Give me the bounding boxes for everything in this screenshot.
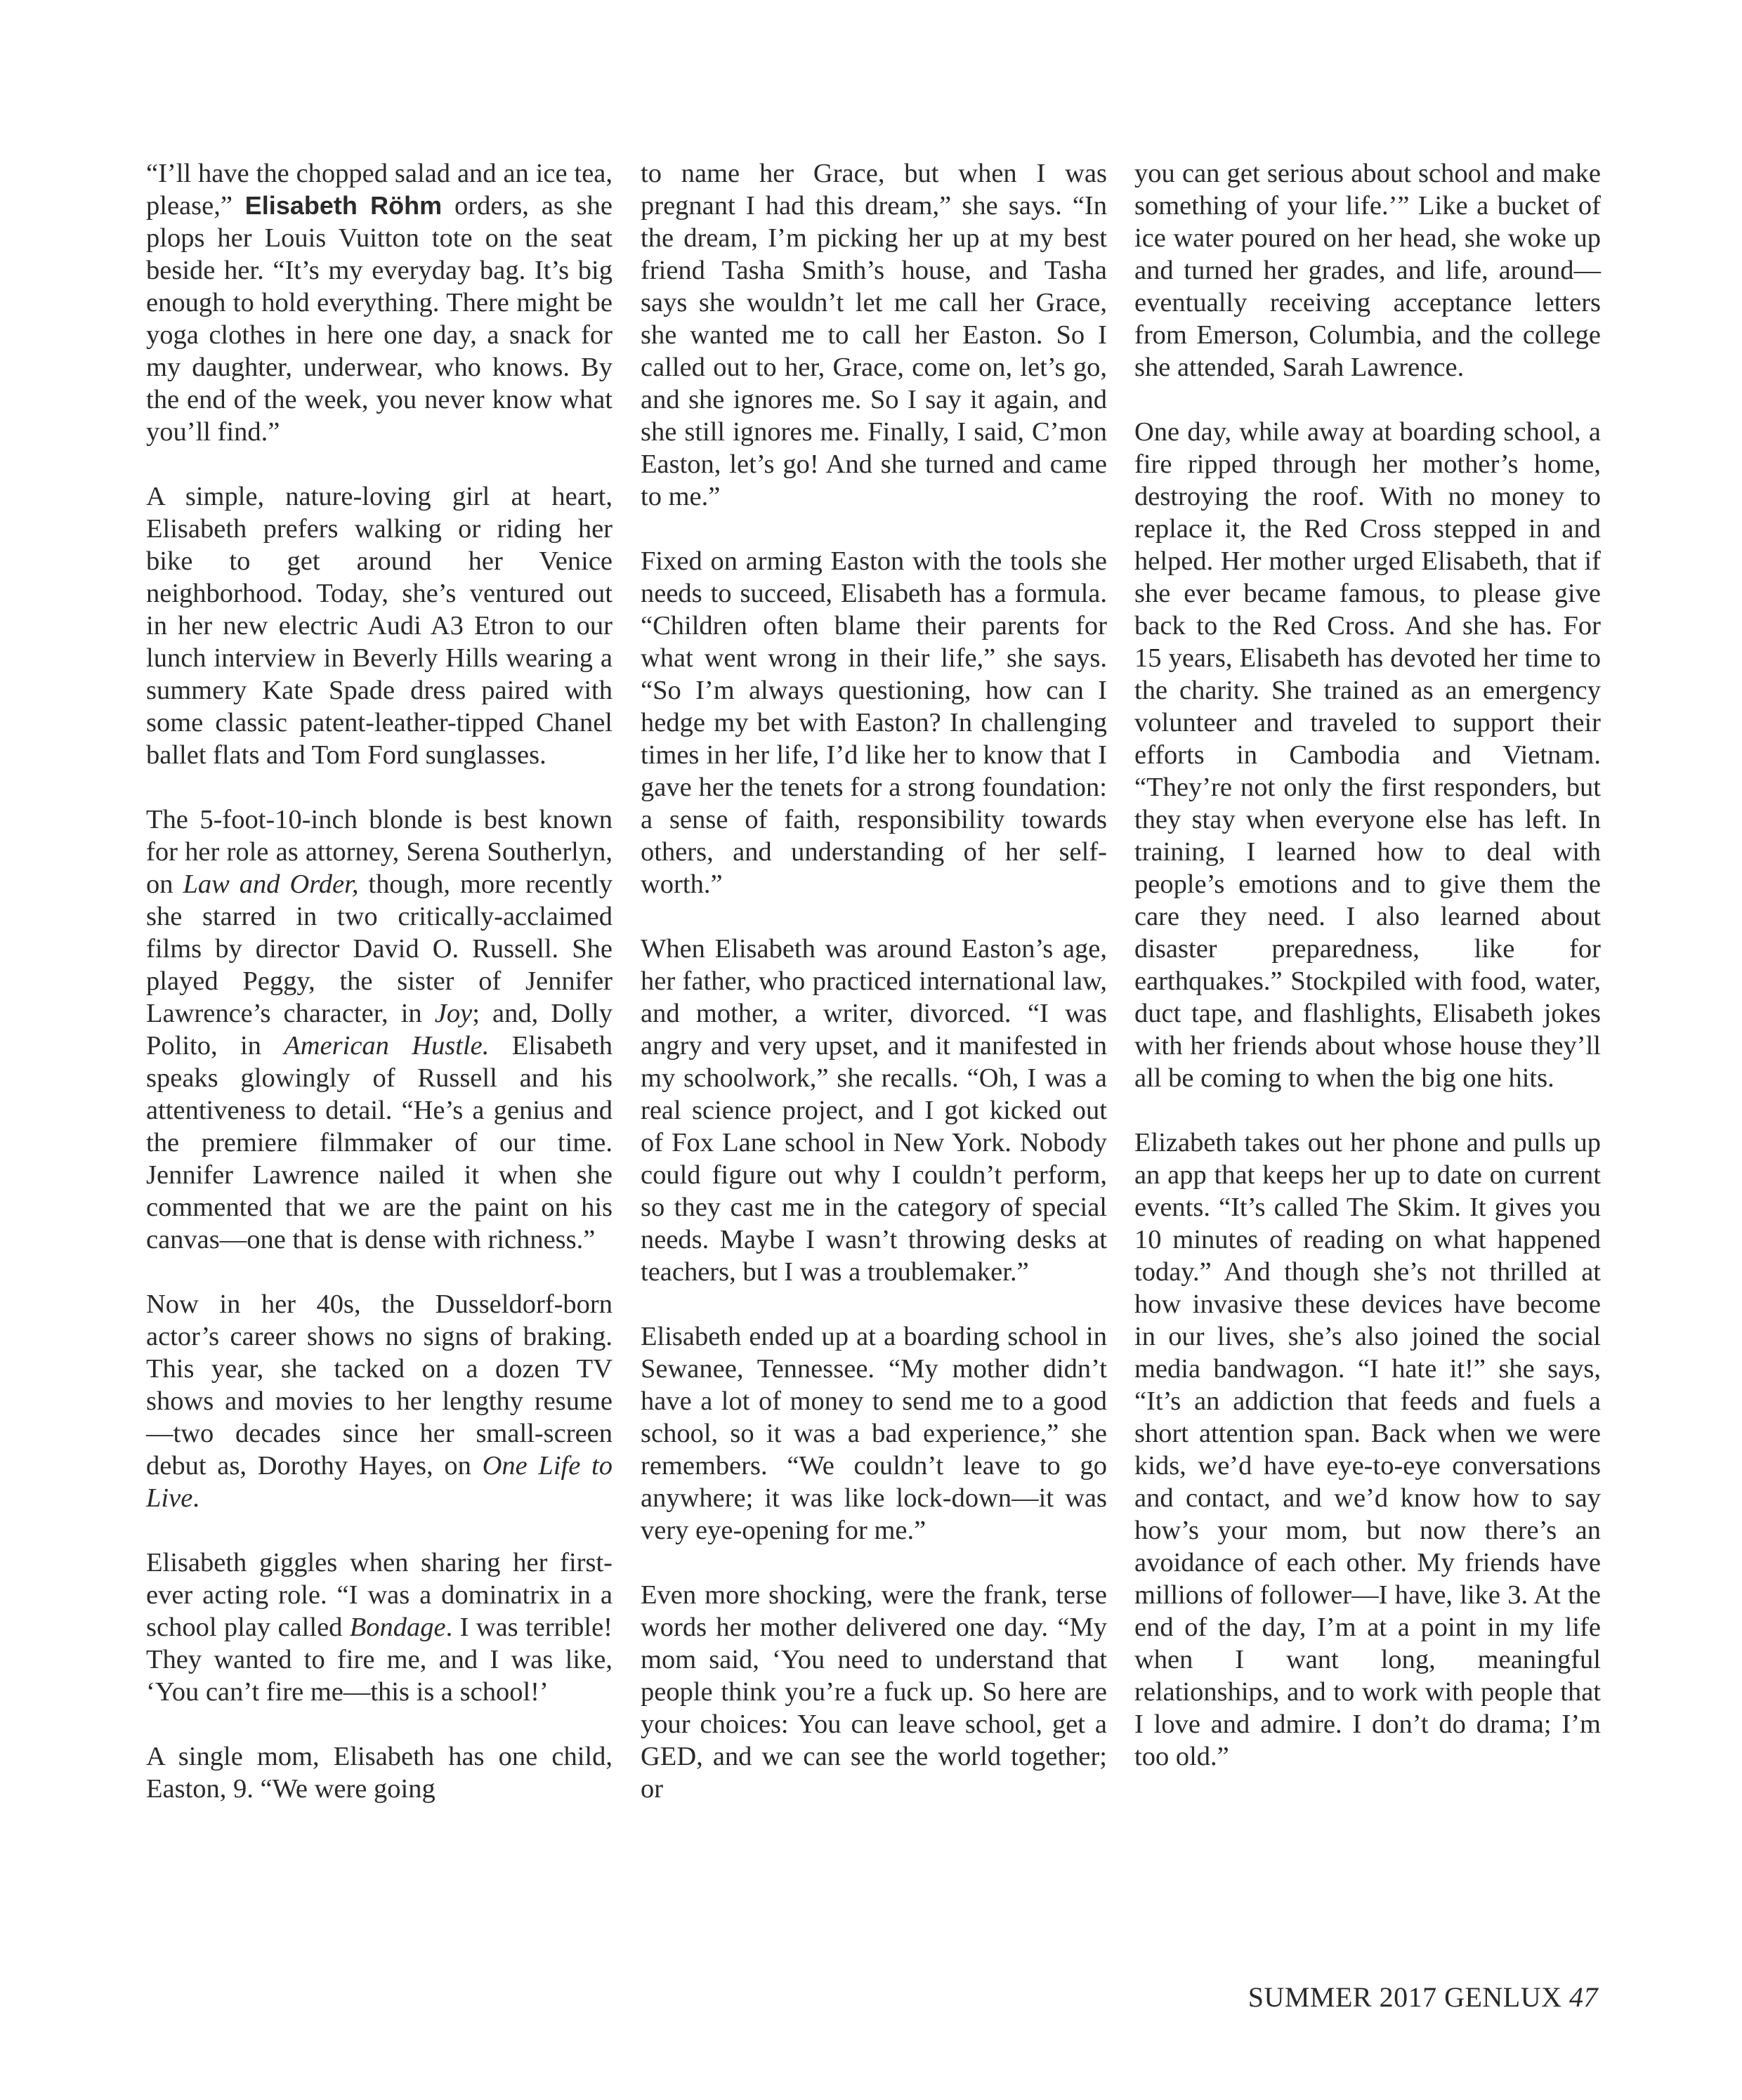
paragraph: Elizabeth takes out her phone and pulls up an app that keeps her up to date on current events. “It’s called The Skim. It gives you 10 minutes of reading on what happened today.” And though she’s not thrilled at how invasive these devices have become in our lives, she’s also joined the social media bandwagon. “I hate it!” she says, “It’s an addiction that feeds and fuels a short attention span. Back when we were kids, we’d have eye-to-eye conversations and contact, and we’d know how to say how’s your mom, but now there’s an avoidance of each other. My friends have millions of follower—I have, like 3. At the end of the day, I’m at a point in my life when I want long, meaningful relationships, and to work with people that I love and admire. I don’t do drama; I’m too old.” — [1134, 1128, 1601, 1771]
film-title: American Hustle. — [284, 1031, 490, 1061]
show-title: One Life to Live — [146, 1451, 613, 1513]
column-3 — [1134, 157, 1601, 1773]
paragraph: A simple, nature-loving girl at heart, Elisabeth prefers walking or riding her bike to get around her Venice neighborhood. Today, she’s ventured out in her new electric Audi A3 Etron to our lunch interview in Beverly Hills wearing a summery Kate Spade dress paired with some classic patent-leather-tipped Chanel ballet flats and Tom Ford sunglasses. — [146, 482, 613, 770]
paragraph: The 5-foot-10-inch blonde is best known for her role as attorney, Serena Southerlyn, on Law and Order, though, more recently she starred in two critically-acclaimed films by director David O. Russell. She played Peggy, the sister of Jennifer Lawrence’s character, in Joy; and, Dolly Polito, in American Hustle. Elisabeth speaks glowingly of Russell and his attentiveness to detail. “He’s a genius and the premiere filmmaker of our time. Jennifer Lawrence nailed it when she commented that we are the paint on his canvas—one that is dense with richness.” — [146, 805, 613, 1254]
paragraph: you can get serious about school and make something of your life.’” Like a bucket of ice water poured on her head, she woke up and turned her grades, and life, around—eventually receiving acceptance letters from Emerson, Columbia, and the college she attended, Sarah Lawrence. — [1134, 159, 1601, 382]
column-1 — [146, 157, 613, 1805]
paragraph: Even more shocking, were the frank, terse words her mother delivered one day. “My mom said, ‘You need to understand that people think you’re a fuck up. So here are your choices: You can leave school, get a GED, and we can see the world together; or — [641, 1580, 1107, 1804]
paragraph: to name her Grace, but when I was pregnant I had this dream,” she says. “In the dream, I’m picking her up at my best friend Tasha Smith’s house, and Tasha says she wouldn’t let me call her Grace, she wanted me to call her Easton. So I called out to her, Grace, come on, let’s go, and she ignores me. So I say it again, and she still ignores me. Finally, I said, C’mon Easton, let’s go! And she turned and came to me.” — [641, 159, 1107, 511]
page-footer — [1248, 1981, 1598, 2014]
paragraph: One day, while away at boarding school, a fire ripped through her mother’s home, destroying the roof. With no money to replace it, the Red Cross stepped in and helped. Her mother urged Elisabeth, that if she ever became famous, to please give back to the Red Cross. And she has. For 15 years, Elisabeth has devoted her time to the charity. She trained as an emergency volunteer and traveled to support their efforts in Cambodia and Vietnam. “They’re not only the first responders, but they stay when everyone else has left. In training, I learned how to deal with people’s emotions and to give them the care they need. I also learned about disaster preparedness, like for earthquakes.” Stockpiled with food, water, duct tape, and flashlights, Elisabeth jokes with her friends about whose house they’ll all be coming to when the big one hits. — [1134, 417, 1601, 1093]
paragraph: A single mom, Elisabeth has one child, Easton, 9. “We were going — [146, 1742, 613, 1804]
show-title: Law and Order, — [183, 869, 359, 899]
issue-label: SUMMER 2017 GENLUX — [1247, 1981, 1562, 2013]
paragraph: Fixed on arming Easton with the tools she needs to succeed, Elisabeth has a formula. “Children often blame their parents for what went wrong in their life,” she says. “So I’m always questioning, how can I hedge my bet with Easton? In challenging times in her life, I’d like her to know that I gave her the tenets for a strong foundation: a sense of faith, responsibility towards others, and understanding of her self-worth.” — [641, 546, 1107, 899]
film-title: Joy — [434, 999, 473, 1028]
column-2 — [641, 157, 1107, 1805]
subject-name: Elisabeth Röhm — [244, 191, 443, 220]
paragraph: Elisabeth ended up at a boarding school in Sewanee, Tennessee. “My mother didn’t have a lot of money to send me to a good school, so it was a bad experience,” she remembers. “We couldn’t leave to go anywhere; it was like lock-down—it was very eye-opening for me.” — [641, 1322, 1107, 1545]
paragraph: When Elisabeth was around Easton’s age, her father, who practiced international law, and mother, a writer, divorced. “I was angry and very upset, and it manifested in my schoolwork,” she recalls. “Oh, I was a real science project, and I got kicked out of Fox Lane school in New York. Nobody could figure out why I couldn’t perform, so they cast me in the category of special needs. Maybe I wasn’t throwing desks at teachers, but I was a troublemaker.” — [641, 934, 1107, 1287]
paragraph: “I’ll have the chopped salad and an ice tea, please,” Elisabeth Röhm orders, as she plops her Louis Vuitton tote on the seat beside her. “It’s my everyday bag. It’s big enough to hold everything. There might be yoga clothes in here one day, a snack for my daughter, underwear, who knows. By the end of the week, you never know what you’ll find.” — [146, 159, 613, 447]
paragraph: Now in her 40s, the Dusseldorf-born actor’s career shows no signs of braking. This year, she tacked on a dozen TV shows and movies to her lengthy resume—two decades since her small-screen debut as, Dorothy Hayes, on One Life to Live. — [146, 1289, 613, 1513]
play-title: Bondage — [349, 1613, 446, 1642]
paragraph: Elisabeth giggles when sharing her first-ever acting role. “I was a dominatrix in a school play called Bondage. I was terrible! They wanted to fire me, and I was like, ‘You can’t fire me—this is a school!’ — [146, 1548, 613, 1707]
page-number: 47 — [1569, 1981, 1598, 2013]
